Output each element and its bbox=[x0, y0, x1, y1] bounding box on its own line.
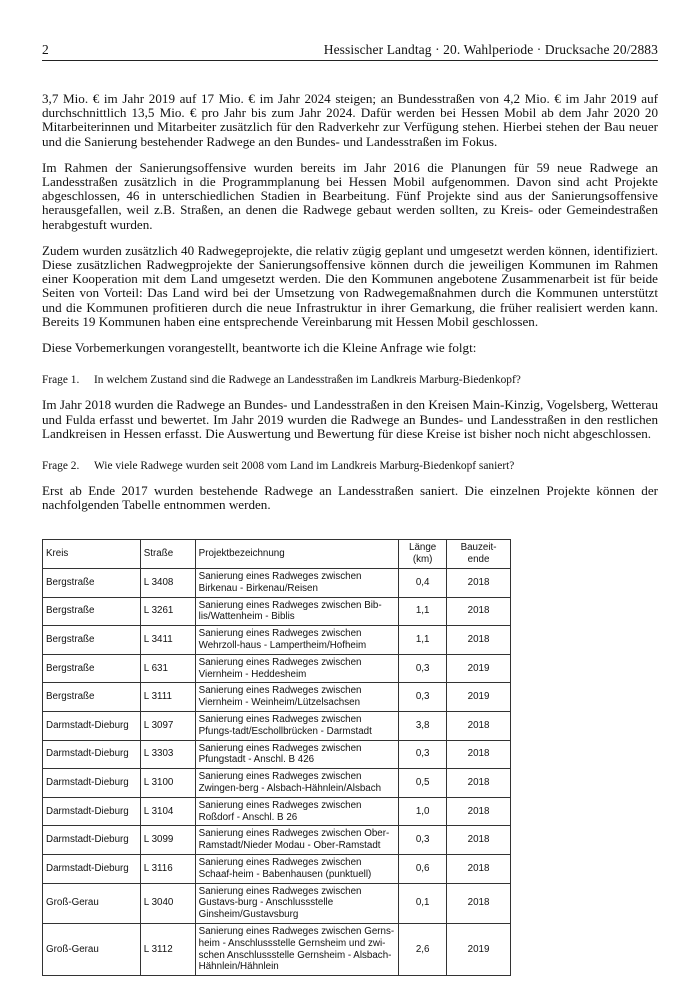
cell-strasse: L 3112 bbox=[140, 923, 195, 975]
cell-strasse: L 3040 bbox=[140, 883, 195, 923]
cell-strasse: L 3303 bbox=[140, 740, 195, 769]
cell-kreis: Bergstraße bbox=[43, 683, 141, 712]
cell-laenge: 0,3 bbox=[399, 683, 447, 712]
cell-kreis: Darmstadt-Dieburg bbox=[43, 854, 141, 883]
cell-laenge: 0,6 bbox=[399, 854, 447, 883]
cell-laenge: 0,1 bbox=[399, 883, 447, 923]
cell-bauzeit: 2019 bbox=[447, 683, 511, 712]
cell-kreis: Bergstraße bbox=[43, 597, 141, 626]
paragraph: Diese Vorbemerkungen vorangestellt, beantworte ich die Kleine Anfrage wie folgt: bbox=[42, 340, 477, 356]
cell-projekt: Sanierung eines Radweges zwischen Birkenau - Birkenau/Reisen bbox=[195, 569, 399, 598]
cell-strasse: L 3104 bbox=[140, 797, 195, 826]
table-row bbox=[43, 654, 511, 683]
cell-laenge: 3,8 bbox=[399, 711, 447, 740]
cell-kreis: Darmstadt-Dieburg bbox=[43, 797, 141, 826]
answer-1: Im Jahr 2018 wurden die Radwege an Bundes- und Landesstraßen in den Kreisen Main-Kinzig, Vogelsberg, Wetterau und Fulda erfasst und bewertet. Im Jahr 2019 wurden die Radwege an Bundes- und Landesstraßen in den restlichen Landkreisen in Hessen erfasst. Die Auswertung und Bewertung für diese Kreise ist bisher noch nicht abgeschlossen. bbox=[42, 397, 658, 441]
cell-laenge: 1,1 bbox=[399, 597, 447, 626]
paragraph: Im Rahmen der Sanierungsoffensive wurden bereits im Jahr 2016 die Planungen für 59 neue Radwege an Landesstraßen zusätzlich in die Programmplanung bei Hessen Mobil aufgenommen. Davon sind acht Projekte abgeschlossen, 46 in unterschiedlichen Stadien in Bearbeitung. Fünf Projekte sind aus der Sanierungsoffensive herausgefallen, weil z.B. Straßen, an denen die Radwege gebaut werden sollten, zu Kreis- oder Gemeindestraßen herabgestuft wurden. bbox=[42, 159, 658, 232]
cell-projekt: Sanierung eines Radweges zwischen Ober-Ramstadt/Nieder Modau - Ober-Ramstadt bbox=[195, 826, 399, 855]
header-projekt: Projektbezeichnung bbox=[195, 540, 399, 569]
cell-laenge: 0,3 bbox=[399, 740, 447, 769]
cell-strasse: L 3261 bbox=[140, 597, 195, 626]
cell-kreis: Bergstraße bbox=[43, 569, 141, 598]
question-2 bbox=[42, 459, 658, 473]
header-bauzeit: Bauzeit-ende bbox=[447, 540, 511, 569]
cell-kreis: Darmstadt-Dieburg bbox=[43, 826, 141, 855]
cell-bauzeit: 2018 bbox=[447, 569, 511, 598]
cell-kreis: Bergstraße bbox=[43, 626, 141, 655]
question-2-text: Wie viele Radwege wurden seit 2008 vom Land im Landkreis Marburg-Biedenkopf saniert? bbox=[94, 460, 515, 473]
paragraph: Zudem wurden zusätzlich 40 Radwegeprojekte, die relativ zügig geplant und umgesetzt werden können, identifiziert. Diese zusätzlichen Radwegprojekte der Sanierungsoffensive können durch die jeweiligen Kommunen im Rahmen einer Kooperation mit dem Land umgesetzt werden. Die den Kommunen angebotene Zusammenarbeit ist für beide Seiten von Vorteil: Das Land wird bei der Umsetzung von Radwegemaßnahmen durch die Kommunen unterstützt und die Kommunen profitieren durch die neue Infrastruktur in ihrer Gemarkung, die früher realisiert werden kann. Bereits 19 Kommunen haben eine entsprechende Vereinbarung mit Hessen Mobil geschlossen. bbox=[42, 242, 658, 329]
table-row bbox=[43, 626, 511, 655]
table-row bbox=[43, 740, 511, 769]
cell-projekt: Sanierung eines Radweges zwischen Gerns-heim - Anschlussstelle Gernsheim und zwi-schen Anschlussstelle Gernsheim - Alsbach-Hähnlein/Hähnlein bbox=[195, 923, 399, 975]
cell-bauzeit: 2018 bbox=[447, 626, 511, 655]
cell-kreis: Groß-Gerau bbox=[43, 883, 141, 923]
cell-strasse: L 3116 bbox=[140, 854, 195, 883]
header-strasse: Straße bbox=[140, 540, 195, 569]
cell-strasse: L 3100 bbox=[140, 769, 195, 798]
cell-strasse: L 3097 bbox=[140, 711, 195, 740]
cell-laenge: 1,0 bbox=[399, 797, 447, 826]
question-1-number: Frage 1. bbox=[42, 374, 80, 387]
answer-2: Erst ab Ende 2017 wurden bestehende Radwege an Landesstraßen saniert. Die einzelnen Projekte können der nachfolgenden Tabelle entnommen werden. bbox=[42, 483, 658, 513]
cell-bauzeit: 2019 bbox=[447, 654, 511, 683]
cell-laenge: 0,5 bbox=[399, 769, 447, 798]
cell-laenge: 2,6 bbox=[399, 923, 447, 975]
table-row bbox=[43, 826, 511, 855]
cell-kreis: Darmstadt-Dieburg bbox=[43, 711, 141, 740]
table-row bbox=[43, 569, 511, 598]
cell-laenge: 0,3 bbox=[399, 654, 447, 683]
cell-laenge: 0,3 bbox=[399, 826, 447, 855]
cell-laenge: 0,4 bbox=[399, 569, 447, 598]
cell-bauzeit: 2018 bbox=[447, 769, 511, 798]
page-header bbox=[42, 42, 658, 61]
cell-strasse: L 3099 bbox=[140, 826, 195, 855]
cell-strasse: L 631 bbox=[140, 654, 195, 683]
table-row bbox=[43, 597, 511, 626]
cell-strasse: L 3411 bbox=[140, 626, 195, 655]
cell-bauzeit: 2018 bbox=[447, 740, 511, 769]
page-number: 2 bbox=[42, 42, 49, 57]
cell-projekt: Sanierung eines Radweges zwischen Viernheim - Weinheim/Lützelsachsen bbox=[195, 683, 399, 712]
cell-strasse: L 3111 bbox=[140, 683, 195, 712]
document-body bbox=[42, 92, 658, 525]
cell-bauzeit: 2018 bbox=[447, 597, 511, 626]
cell-strasse: L 3408 bbox=[140, 569, 195, 598]
header-kreis: Kreis bbox=[43, 540, 141, 569]
cell-bauzeit: 2018 bbox=[447, 711, 511, 740]
question-1 bbox=[42, 373, 658, 387]
cell-projekt: Sanierung eines Radweges zwischen Zwingen-berg - Alsbach-Hähnlein/Alsbach bbox=[195, 769, 399, 798]
header-laenge: Länge (km) bbox=[399, 540, 447, 569]
table-row bbox=[43, 923, 511, 975]
cell-projekt: Sanierung eines Radweges zwischen Pfungs-tadt/Eschollbrücken - Darmstadt bbox=[195, 711, 399, 740]
cell-bauzeit: 2018 bbox=[447, 883, 511, 923]
cell-projekt: Sanierung eines Radweges zwischen Bib-lis/Wattenheim - Biblis bbox=[195, 597, 399, 626]
cell-bauzeit: 2018 bbox=[447, 854, 511, 883]
table-row bbox=[43, 683, 511, 712]
paragraph: 3,7 Mio. € im Jahr 2019 auf 17 Mio. € im Jahr 2024 steigen; an Bundesstraßen von 4,2 Mio. € im Jahr 2019 auf durchschnittlich 13,5 Mio. € pro Jahr bis zum Jahr 2024. Dafür werden bei Hessen Mobil ab dem Jahr 2020 20 Mitarbeiterinnen und Mitarbeiter zusätzlich für den Radverkehr zur Verfügung stehen. Hierbei stehen der Bau neuer und die Sanierung bestehender Radwege an den Bundes- und Landesstraßen im Fokus. bbox=[42, 91, 658, 149]
cell-projekt: Sanierung eines Radweges zwischen Gustavs-burg - Anschlussstelle Ginsheim/Gustavsburg bbox=[195, 883, 399, 923]
question-2-number: Frage 2. bbox=[42, 460, 80, 473]
cell-kreis: Darmstadt-Dieburg bbox=[43, 769, 141, 798]
table-row bbox=[43, 769, 511, 798]
cell-kreis: Darmstadt-Dieburg bbox=[43, 740, 141, 769]
cell-projekt: Sanierung eines Radweges zwischen Schaaf-heim - Babenhausen (punktuell) bbox=[195, 854, 399, 883]
cell-bauzeit: 2019 bbox=[447, 923, 511, 975]
cell-laenge: 1,1 bbox=[399, 626, 447, 655]
question-1-text: In welchem Zustand sind die Radwege an Landesstraßen im Landkreis Marburg-Biedenkopf? bbox=[94, 374, 521, 387]
cell-kreis: Bergstraße bbox=[43, 654, 141, 683]
cell-projekt: Sanierung eines Radweges zwischen Roßdorf - Anschl. B 26 bbox=[195, 797, 399, 826]
table-row bbox=[43, 797, 511, 826]
cell-projekt: Sanierung eines Radweges zwischen Wehrzoll-haus - Lampertheim/Hofheim bbox=[195, 626, 399, 655]
projects-table bbox=[42, 539, 511, 976]
document-reference: Hessischer Landtag · 20. Wahlperiode · Drucksache 20/2883 bbox=[323, 42, 658, 57]
cell-bauzeit: 2018 bbox=[447, 826, 511, 855]
cell-projekt: Sanierung eines Radweges zwischen Pfungstadt - Anschl. B 426 bbox=[195, 740, 399, 769]
table-header-row bbox=[43, 540, 511, 569]
cell-kreis: Groß-Gerau bbox=[43, 923, 141, 975]
table-row bbox=[43, 854, 511, 883]
cell-bauzeit: 2018 bbox=[447, 797, 511, 826]
table-row bbox=[43, 883, 511, 923]
table-row bbox=[43, 711, 511, 740]
cell-projekt: Sanierung eines Radweges zwischen Viernheim - Heddesheim bbox=[195, 654, 399, 683]
table-body bbox=[43, 569, 511, 976]
